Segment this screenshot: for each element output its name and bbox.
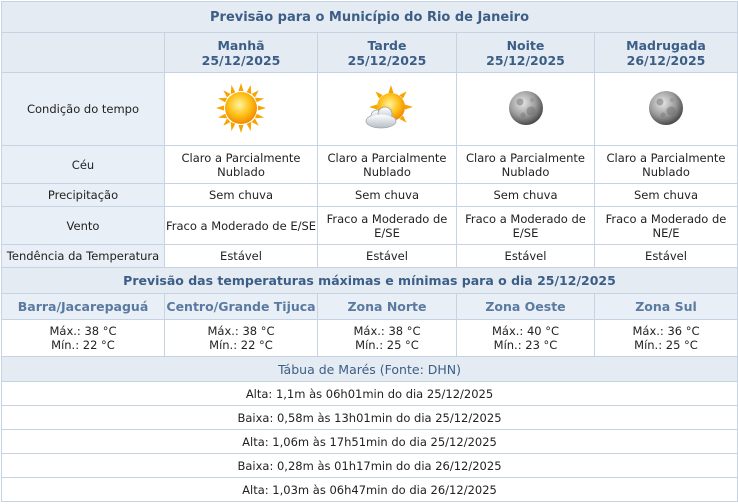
tides-title: Tábua de Marés (Fonte: DHN) <box>2 357 738 382</box>
trend-cell: Estável <box>457 245 595 268</box>
trend-cell: Estável <box>318 245 457 268</box>
tide-row: Alta: 1,06m às 17h51min do dia 25/12/2025 <box>2 430 738 454</box>
zone-name: Zona Norte <box>318 294 457 320</box>
period-header-4 <box>595 33 738 73</box>
precip-cell: Sem chuva <box>457 184 595 207</box>
zone-name: Zona Sul <box>595 294 738 320</box>
max-temp: Máx.: 36 °C <box>632 324 700 338</box>
period-name: Tarde <box>367 37 407 53</box>
min-temp: Mín.: 22 °C <box>209 338 273 352</box>
sun-icon <box>215 82 267 134</box>
period-name: Madrugada <box>626 37 706 53</box>
min-temp: Mín.: 25 °C <box>355 338 419 352</box>
period-header-2 <box>318 33 457 73</box>
zone-temps <box>457 320 595 357</box>
zone-temps <box>595 320 738 357</box>
zone-name: Centro/Grande Tijuca <box>165 294 318 320</box>
period-header-1 <box>165 33 318 73</box>
sky-cell: Claro a Parcialmente Nublado <box>457 146 595 184</box>
period-date: 26/12/2025 <box>626 52 706 68</box>
wind-cell: Fraco a Moderado de E/SE <box>318 207 457 245</box>
wind-cell: Fraco a Moderado de E/SE <box>165 207 318 245</box>
tide-row: Alta: 1,03m às 06h47min do dia 26/12/2025 <box>2 478 738 502</box>
temps-title: Previsão das temperaturas máximas e mínimas para o dia 25/12/2025 <box>2 268 738 294</box>
row-label-trend: Tendência da Temperatura <box>2 245 165 268</box>
min-temp: Mín.: 25 °C <box>634 338 698 352</box>
min-temp: Mín.: 22 °C <box>51 338 115 352</box>
period-name: Manhã <box>217 37 265 53</box>
tide-row: Alta: 1,1m às 06h01min do dia 25/12/2025 <box>2 382 738 406</box>
condition-cell-1 <box>165 73 318 146</box>
period-date: 25/12/2025 <box>486 52 565 68</box>
row-label-precip: Precipitação <box>2 184 165 207</box>
min-temp: Mín.: 23 °C <box>493 338 558 352</box>
zone-temps <box>318 320 457 357</box>
condition-cell-4 <box>595 73 738 146</box>
sky-cell: Claro a Parcialmente Nublado <box>165 146 318 184</box>
max-temp: Máx.: 38 °C <box>353 324 421 338</box>
zone-name: Barra/Jacarepaguá <box>2 294 165 320</box>
max-temp: Máx.: 38 °C <box>49 324 117 338</box>
period-name: Noite <box>506 37 545 53</box>
zone-temps <box>2 320 165 357</box>
condition-cell-2 <box>318 73 457 146</box>
period-header-3 <box>457 33 595 73</box>
period-date: 25/12/2025 <box>347 52 427 68</box>
row-label-condition: Condição do tempo <box>2 73 165 146</box>
zone-name: Zona Oeste <box>457 294 595 320</box>
max-temp: Máx.: 38 °C <box>207 324 275 338</box>
zone-temps <box>165 320 318 357</box>
condition-cell-3 <box>457 73 595 146</box>
forecast-panel <box>1 1 737 503</box>
max-temp: Máx.: 40 °C <box>491 324 560 338</box>
precip-cell: Sem chuva <box>318 184 457 207</box>
forecast-table <box>1 1 738 502</box>
row-label-wind: Vento <box>2 207 165 245</box>
sky-cell: Claro a Parcialmente Nublado <box>318 146 457 184</box>
precip-cell: Sem chuva <box>165 184 318 207</box>
wind-cell: Fraco a Moderado de NE/E <box>595 207 738 245</box>
sky-cell: Claro a Parcialmente Nublado <box>595 146 738 184</box>
wind-cell: Fraco a Moderado de E/SE <box>457 207 595 245</box>
precip-cell: Sem chuva <box>595 184 738 207</box>
trend-cell: Estável <box>165 245 318 268</box>
sun-cloud-icon <box>361 82 413 134</box>
moon-icon <box>500 82 552 134</box>
moon-icon <box>640 82 692 134</box>
trend-cell: Estável <box>595 245 738 268</box>
row-label-sky: Céu <box>2 146 165 184</box>
tide-row: Baixa: 0,58m às 13h01min do dia 25/12/2025 <box>2 406 738 430</box>
page-title: Previsão para o Município do Rio de Janeiro <box>2 2 738 33</box>
corner-cell <box>2 33 165 73</box>
period-date: 25/12/2025 <box>201 52 281 68</box>
tide-row: Baixa: 0,28m às 01h17min do dia 26/12/2025 <box>2 454 738 478</box>
